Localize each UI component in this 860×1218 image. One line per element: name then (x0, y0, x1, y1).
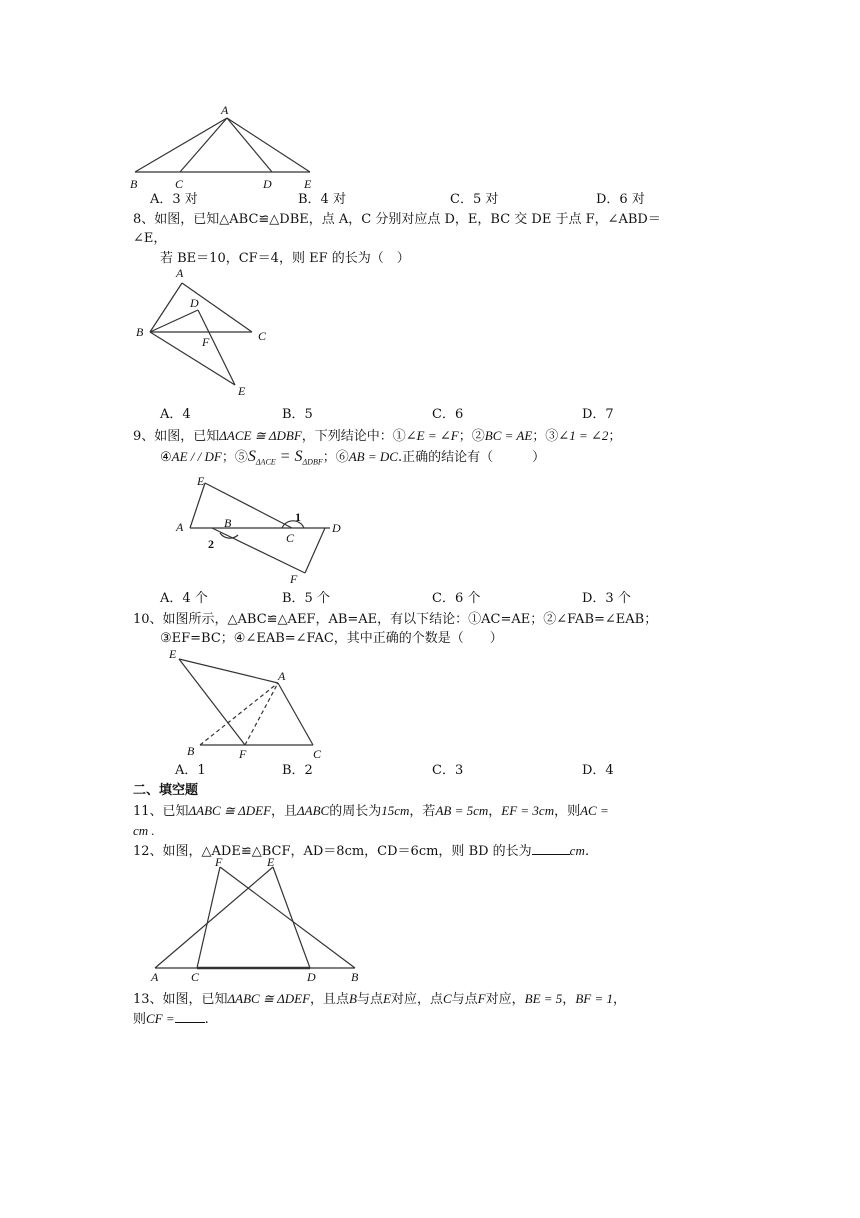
q9-label-d: D (332, 521, 341, 535)
q8-label-c: C (258, 329, 267, 343)
q9-conclusion-1: ∠E = ∠F (405, 428, 459, 443)
q8-text-line2: ∠E， (133, 231, 167, 246)
q8-label-d: D (190, 296, 199, 310)
q12-label-c: C (191, 970, 200, 984)
q9-conclusion-5: $S_{\Delta ACE} = S_{\Delta DBF}$ (247, 448, 323, 467)
q10-label-b: B (187, 744, 195, 758)
q9-conclusion-3: ∠1 = ∠2 (558, 428, 609, 443)
q9-option-d: D．3 个 (582, 591, 631, 606)
q7-figure (120, 100, 330, 195)
q8-text-line1: 8、如图，已知△ABC≌△DBE，点 A，C 分别对应点 D，E，BC 交 DE 于点 F，∠ABD＝ (133, 212, 661, 227)
q9-label-b: B (224, 516, 232, 530)
q10-option-d: D．4 (582, 763, 614, 778)
q9-conclusion-4: AE / / DF (171, 449, 222, 464)
q12-label-a: A (151, 970, 159, 984)
q8-text-line3: 若 BE＝10，CF＝4，则 EF 的长为（ ） (160, 251, 410, 266)
q7-label-c: C (175, 177, 184, 191)
q9-c3-pre: ；③ (532, 429, 559, 444)
q7-label-e: E (304, 177, 312, 191)
q9-label-a: A (176, 520, 184, 534)
q11-text-line2: cm . (133, 823, 155, 838)
q8-figure (130, 265, 280, 400)
q9-option-a: A．4 个 (160, 591, 208, 606)
q10-text-line1: 10、如图所示，△ABC≌△AEF，AB=AE，有以下结论：①AC=AE；②∠FAB=∠EAB； (133, 612, 658, 627)
q8-label-b: B (136, 325, 144, 339)
q9-c6-pre: ；⑥ (322, 450, 349, 465)
q9-tail: .正确的结论有（ ） (397, 450, 546, 465)
q12-label-e: E (267, 855, 275, 869)
q10-option-c: C．3 (432, 763, 464, 778)
q9-conclusion-6: AB = DC (348, 449, 398, 464)
q8-label-f: F (202, 335, 210, 349)
q12-answer-blank[interactable] (532, 842, 570, 855)
q9-prefix: 9、如图，已知 (133, 429, 220, 444)
q7-label-b: B (130, 177, 138, 191)
q11-text-line1: 11、已知ΔABC ≅ ΔDEF，且ΔABC的周长为15cm，若AB = 5cm，EF = 3cm，则AC = (133, 803, 609, 819)
q7-option-a: A．3 对 (150, 192, 198, 207)
q9-figure (170, 473, 360, 588)
q7-option-b: B．4 对 (298, 192, 346, 207)
q12-label-b: B (351, 970, 359, 984)
q9-label-2: 2 (208, 537, 214, 551)
q12-label-d: D (307, 970, 316, 984)
q10-label-c: C (313, 747, 322, 761)
q9-conclusion-2: BC = AE (484, 428, 533, 443)
q11-congruence: ΔABC ≅ ΔDEF (188, 803, 272, 818)
q9-c2-pre: ；② (458, 429, 485, 444)
q7-label-a: A (221, 103, 229, 117)
q7-option-c: C．5 对 (450, 192, 499, 207)
q9-label-c: C (286, 531, 295, 545)
q13-text-line2: 则CF = . (133, 1011, 209, 1027)
q7-option-d: D．6 对 (596, 192, 645, 207)
q9-label-f: F (290, 572, 298, 586)
q8-option-d: D．7 (582, 407, 614, 422)
q7-label-d: D (263, 177, 272, 191)
q9-text-line1 (133, 427, 621, 446)
q13-text-line1: 13、如图，已知ΔABC ≅ ΔDEF，且点B与点E对应，点C与点F对应，BE = 5，BF = 1， (133, 991, 626, 1007)
q10-label-f: F (239, 747, 247, 761)
q9-option-c: C．6 个 (432, 591, 481, 606)
q8-label-a: A (176, 266, 184, 280)
q8-option-a: A．4 (160, 407, 191, 422)
q13-answer-blank[interactable] (175, 1010, 205, 1023)
q9-congruence: ΔACE ≅ ΔDBF (219, 428, 302, 443)
q12-text: 12、如图，△ADE≌△BCF，AD＝8cm，CD＝6cm，则 BD 的长为 cm． (133, 843, 598, 859)
q9-c5-pre: ；⑤ (221, 450, 248, 465)
q10-option-a: A．1 (175, 763, 206, 778)
q9-option-b: B．5 个 (282, 591, 330, 606)
q10-label-a: A (278, 669, 286, 683)
q12-figure (145, 853, 375, 988)
q9-c4-pre: ④ (160, 450, 172, 465)
q9-label-1: 1 (295, 510, 301, 524)
section-heading-fill-in: 二、填空题 (133, 783, 199, 798)
q10-figure (165, 645, 335, 765)
q10-label-e: E (169, 647, 177, 661)
q10-text-line2: ③EF=BC；④∠EAB=∠FAC，其中正确的个数是（ ） (160, 631, 503, 646)
q12-label-f: F (215, 855, 223, 869)
q9-mid: ，下列结论中：① (301, 429, 406, 444)
q9-c3-post: ； (608, 429, 622, 444)
q8-option-b: B．5 (282, 407, 313, 422)
q9-text-line2 (160, 448, 545, 472)
q9-label-e: E (197, 474, 205, 488)
q8-label-e: E (238, 384, 246, 398)
q8-option-c: C．6 (432, 407, 464, 422)
q10-option-b: B．2 (282, 763, 313, 778)
